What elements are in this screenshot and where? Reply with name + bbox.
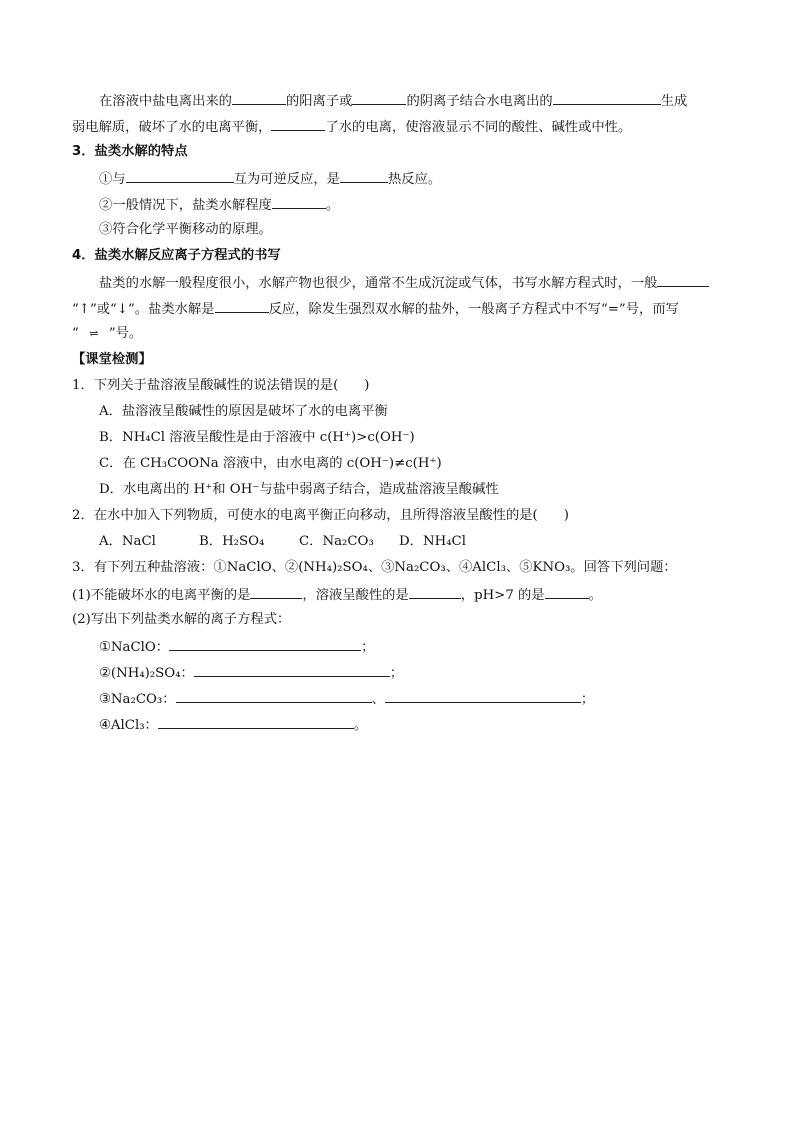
section-4-heading: 4．盐类水解反应离子方程式的书写	[72, 248, 281, 263]
text: 的阳离子或	[285, 94, 353, 109]
text: 在溶液中盐电离出来的	[99, 94, 232, 109]
answer-blank[interactable]	[545, 584, 589, 599]
question-1-option-d[interactable]: D．水电离出的 H⁺和 OH⁻与盐中弱离子结合，造成盐溶液呈酸碱性	[99, 482, 499, 497]
answer-blank[interactable]	[194, 662, 390, 677]
check-heading: 【课堂检测】	[72, 352, 152, 367]
answer-blank[interactable]	[158, 714, 354, 729]
s4-line-3	[72, 324, 727, 344]
text: “↑”或“↓”。盐类水解是	[72, 302, 215, 317]
question-1-option-c[interactable]: C．在 CH₃COONa 溶液中，由水电离的 c(OH⁻)≠c(H⁺)	[99, 456, 442, 471]
question-2-option-b[interactable]: B．H₂SO₄	[199, 534, 265, 549]
answer-blank[interactable]	[352, 90, 406, 105]
text: (1)不能破坏水的电离平衡的是	[72, 588, 251, 603]
question-2-option-a[interactable]: A．NaCl	[99, 534, 156, 549]
text: ，pH>7 的是	[460, 588, 545, 603]
answer-blank[interactable]	[232, 90, 286, 105]
question-3-part-1	[72, 584, 727, 604]
text: 生成	[660, 94, 688, 109]
text: 1．下列关于盐溶液呈酸碱性的说法错误的是(	[72, 378, 339, 393]
answer-blank[interactable]	[272, 194, 326, 209]
answer-blank[interactable]	[385, 688, 581, 703]
text: “	[72, 326, 79, 341]
text: 。	[325, 198, 340, 213]
text: ；	[389, 666, 404, 681]
s3-item-3: ③符合化学平衡移动的原理。	[99, 222, 272, 237]
answer-blank[interactable]	[250, 584, 302, 599]
equation-naclo	[72, 636, 727, 656]
text: )	[563, 508, 569, 523]
text: ②(NH₄)₂SO₄：	[99, 666, 194, 681]
answer-blank[interactable]	[553, 90, 661, 105]
text: 。	[353, 718, 368, 733]
answer-blank[interactable]	[176, 688, 372, 703]
equation-alcl3	[72, 714, 727, 734]
text: ③Na₂CO₃：	[99, 692, 176, 707]
question-1-option-b[interactable]: B．NH₄Cl 溶液呈酸性是由于溶液中 c(H⁺)>c(OH⁻)	[99, 430, 415, 445]
s4-line-1	[72, 272, 727, 292]
equation-nh4-2so4	[72, 662, 727, 682]
answer-blank[interactable]	[340, 168, 388, 183]
equation-na2co3	[72, 688, 727, 708]
worksheet-page	[72, 90, 727, 740]
text: ；	[580, 692, 595, 707]
text: ；	[361, 640, 375, 655]
answer-blank[interactable]	[169, 636, 361, 651]
question-1-stem	[72, 376, 727, 396]
answer-blank[interactable]	[271, 116, 325, 131]
text: ①NaClO：	[99, 640, 170, 655]
s3-item-1	[72, 168, 727, 188]
s2-line-2	[72, 116, 727, 136]
text: 反应，除发生强烈双水解的盐外，一般离子方程式中不写“=”号，而写	[268, 302, 679, 317]
question-3-stem: 3．有下列五种盐溶液：①NaClO、②(NH₄)₂SO₄、③Na₂CO₃、④AlCl₃、⑤KNO₃。回答下列问题：	[72, 560, 677, 575]
text: ④AlCl₃：	[99, 718, 158, 733]
s4-line-2	[72, 298, 727, 318]
question-2-option-c[interactable]: C．Na₂CO₃	[299, 534, 374, 549]
answer-blank[interactable]	[409, 584, 461, 599]
text: 2．在水中加入下列物质，可使水的电离平衡正向移动，且所得溶液呈酸性的是(	[72, 508, 538, 523]
s3-item-2	[72, 194, 727, 214]
text: ②一般情况下，盐类水解程度	[99, 198, 272, 213]
text: ，溶液呈酸性的是	[302, 588, 409, 603]
text: 。	[588, 588, 602, 603]
question-2-options	[72, 532, 727, 552]
text: 的阴离子结合水电离出的	[406, 94, 553, 109]
text: ①与	[99, 172, 126, 187]
question-2-option-d[interactable]: D．NH₄Cl	[399, 534, 466, 549]
s2-line-1	[72, 90, 727, 110]
text: 弱电解质，破坏了水的电离平衡，	[72, 120, 272, 135]
answer-blank[interactable]	[126, 168, 234, 183]
text: ”号。	[108, 326, 143, 341]
text: 、	[371, 692, 385, 707]
text: 盐类的水解一般程度很小，水解产物也很少，通常不生成沉淀或气体，书写水解方程式时，一般	[99, 276, 658, 291]
equilibrium-arrow-icon: ⇌	[89, 327, 99, 340]
question-2-stem	[72, 506, 727, 526]
text: 互为可逆反应，是	[233, 172, 340, 187]
text: 了水的电离，使溶液显示不同的酸性、碱性或中性。	[325, 120, 632, 135]
question-3-part-2: (2)写出下列盐类水解的离子方程式：	[72, 612, 291, 627]
answer-blank[interactable]	[215, 298, 269, 313]
text: 热反应。	[387, 172, 442, 187]
question-1-option-a[interactable]: A．盐溶液呈酸碱性的原因是破坏了水的电离平衡	[99, 404, 388, 419]
text: )	[364, 378, 370, 393]
answer-blank[interactable]	[657, 272, 709, 287]
section-3-heading: 3．盐类水解的特点	[72, 144, 188, 159]
